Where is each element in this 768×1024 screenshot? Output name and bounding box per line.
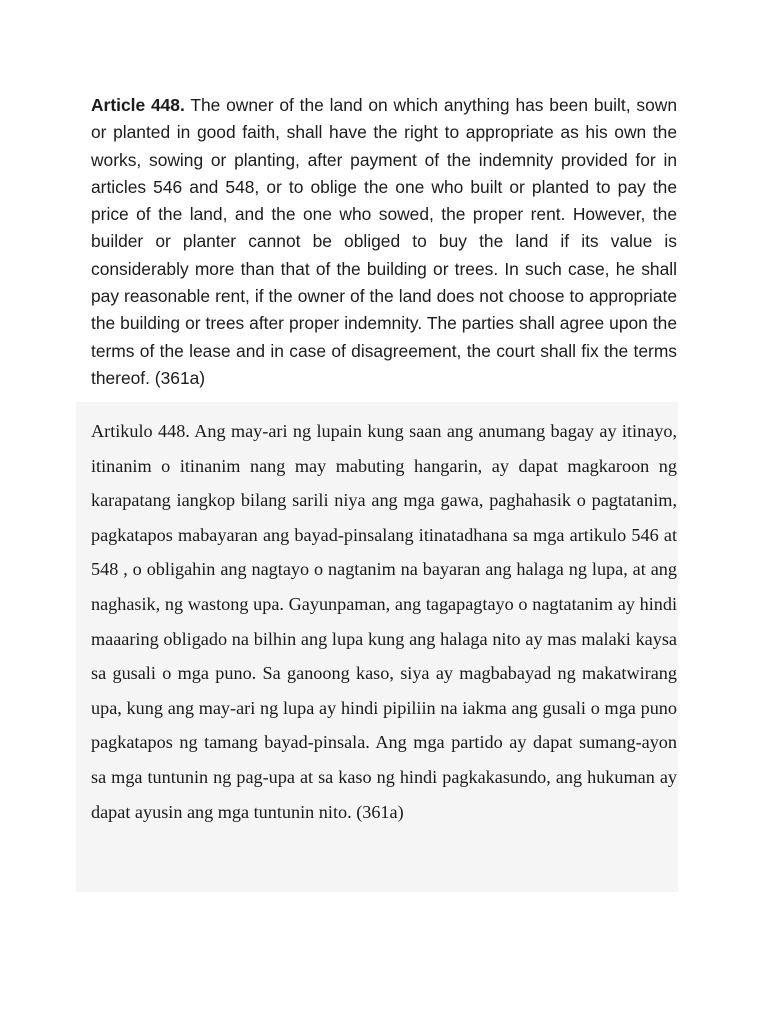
article-label: Article 448. [91,95,185,115]
tagalog-translation-box [76,402,678,892]
english-article-text: The owner of the land on which anything has been built, sown or planted in good faith, shall have the right to appropriate as his own the works, sowing or planting, after payment of the indemnity provided for in articles 546 and 548, or to oblige the one who built or planted to pay the price of the land, and the one who sowed, the proper rent. However, the builder or planter cannot be obliged to buy the land if its value is considerably more than that of the building or trees. In such case, he shall pay reasonable rent, if the owner of the land does not choose to appropriate the building or trees after proper indemnity. The parties shall agree upon the terms of the lease and in case of disagreement, the court shall fix the terms thereof. (361a) [91,95,677,388]
english-article-paragraph [91,92,677,392]
tagalog-article-paragraph: Artikulo 448. Ang may-ari ng lupain kung saan ang anumang bagay ay itinayo, itinanim o itinanim nang may mabuting hangarin, ay dapat magkaroon ng karapatang iangkop bilang sarili niya ang mga gawa, paghahasik o pagtatanim, pagkatapos mabayaran ang bayad-pinsalang itinatadhana sa mga artikulo 546 at 548 , o obligahin ang nagtayo o nagtanim na bayaran ang halaga ng lupa, at ang naghasik, ng wastong upa. Gayunpaman, ang tagapagtayo o nagtatanim ay hindi maaaring obligado na bilhin ang lupa kung ang halaga nito ay mas malaki kaysa sa gusali o mga puno. Sa ganoong kaso, siya ay magbabayad ng makatwirang upa, kung ang may-ari ng lupa ay hindi pipiliin na iakma ang gusali o mga puno pagkatapos ng tamang bayad-pinsala. Ang mga partido ay dapat sumang-ayon sa mga tuntunin ng pag-upa at sa kaso ng hindi pagkakasundo, ang hukuman ay dapat ayusin ang mga tuntunin nito. (361a) [91,421,677,822]
